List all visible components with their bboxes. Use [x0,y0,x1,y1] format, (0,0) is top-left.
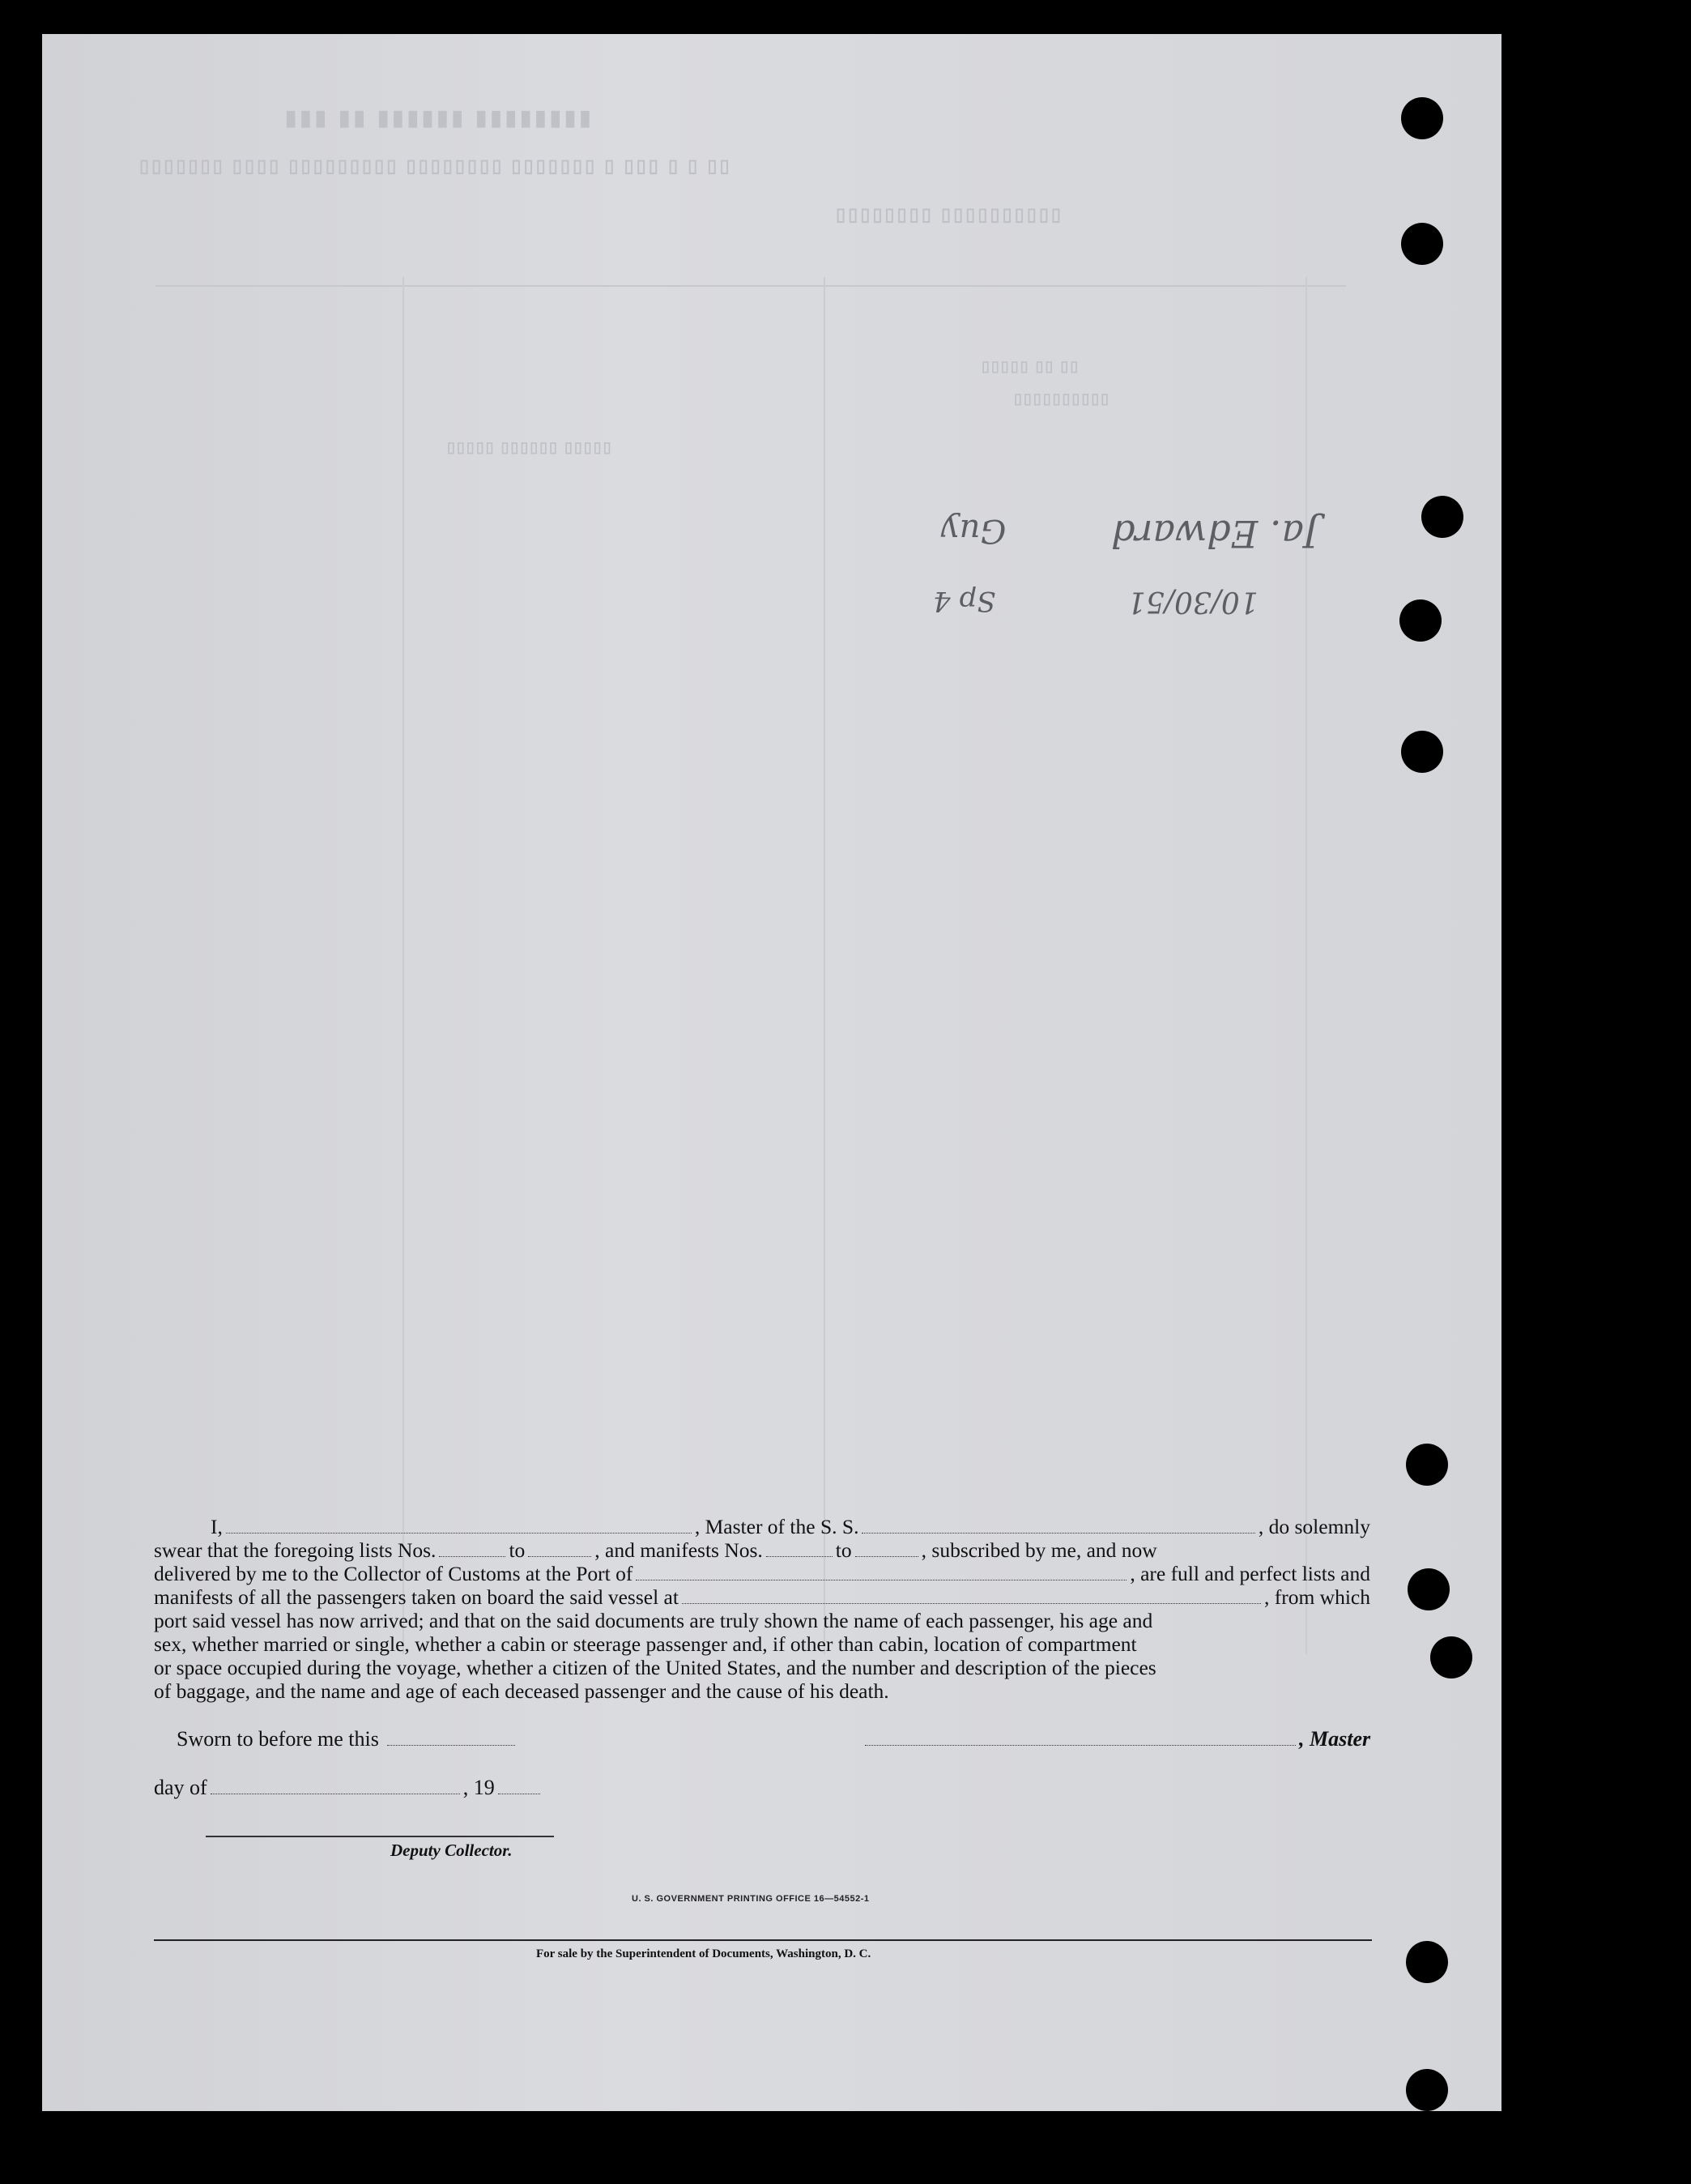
punch-hole-icon [1406,1941,1448,1983]
oath-text: to [835,1538,852,1562]
punch-hole-icon [1401,97,1443,139]
document-page [42,34,1501,2111]
footer-rule [154,1939,1372,1941]
oath-text: of baggage, and the name and age of each deceased passenger and the cause of his death. [154,1679,889,1703]
bleed-through-line: ▯▯▯▯▯▯▯ ▯▯▯▯ ▯▯▯▯▯▯▯▯▯ ▯▯▯▯▯▯▯▯ ▯▯▯▯▯▯▯ ▯ ▯▯▯ ▯ ▯ ▯▯ [139,156,732,176]
oath-text: , do solemnly [1258,1515,1370,1538]
oath-text: swear that the foregoing lists Nos. [154,1538,437,1562]
sworn-label: Sworn to before me this [177,1727,379,1751]
punch-hole-icon [1430,1636,1472,1679]
master-signature-blank[interactable] [865,1732,1296,1746]
port-blank[interactable] [636,1565,1127,1580]
handwritten-note: Sp 4 [933,585,996,617]
year-prefix: , 19 [462,1776,495,1799]
oath-text: manifests of all the passengers taken on board the said vessel at [154,1585,679,1609]
bleed-through-rule [155,285,1346,287]
oath-text: to [509,1538,526,1562]
punch-hole-icon [1401,223,1443,265]
day-of-line [154,1776,543,1800]
oath-text: , and manifests Nos. [594,1538,763,1562]
day-of-label: day of [154,1776,207,1799]
oath-text: , subscribed by me, and now [921,1538,1157,1562]
oath-text: port said vessel has now arrived; and that on the said documents are truly shown the name of each passenger, his age and [154,1609,1153,1632]
oath-text: , Master of the S. S. [694,1515,859,1538]
manifests-to-blank[interactable] [855,1542,918,1557]
bleed-through-heading: ▮▮▮ ▮▮ ▮▮▮▮▮▮ ▮▮▮▮▮▮▮▮ [285,105,594,130]
bleed-through-line: ▯▯▯▯▯ ▯▯▯▯▯▯ ▯▯▯▯▯ [447,439,613,455]
punch-hole-icon [1399,599,1442,642]
ship-name-blank[interactable] [862,1518,1254,1533]
sworn-line [177,1727,518,1751]
month-blank[interactable] [211,1781,460,1794]
oath-text: sex, whether married or single, whether a cabin or steerage passenger and, if other than cabin, location of compartment [154,1632,1137,1656]
oath-paragraph [154,1515,1370,1703]
bleed-through-rule [1306,277,1307,1654]
handwritten-signature: Ja. Edward [1111,512,1319,556]
oath-text: delivered by me to the Collector of Customs at the Port of [154,1562,633,1585]
bleed-through-line: ▯▯▯▯▯ ▯▯ ▯▯ [982,358,1080,374]
punch-hole-icon [1401,731,1443,773]
bleed-through-line: ▯▯▯▯▯▯▯▯ ▯▯▯▯▯▯▯▯▯▯ [836,204,1064,224]
punch-hole-icon [1406,2069,1448,2111]
sworn-day-blank[interactable] [387,1732,515,1746]
deputy-signature-blank[interactable] [206,1836,554,1837]
oath-text: , from which [1263,1585,1370,1609]
departure-port-blank[interactable] [682,1589,1261,1604]
master-name-blank[interactable] [226,1518,692,1533]
oath-text: or space occupied during the voyage, whether a citizen of the United States, and the number and description of the pieces [154,1656,1156,1679]
manifests-from-blank[interactable] [766,1542,833,1557]
bleed-through-line: ▯▯▯▯▯▯▯▯▯▯ [1014,390,1111,407]
master-label: , Master [1299,1727,1371,1751]
lists-from-blank[interactable] [439,1542,505,1557]
handwritten-date: 10/30/51 [1127,585,1259,618]
printing-office-imprint: U. S. GOVERNMENT PRINTING OFFICE 16—54552-1 [632,1894,870,1904]
lists-to-blank[interactable] [528,1542,591,1557]
oath-text: I, [211,1515,223,1538]
punch-hole-icon [1406,1444,1448,1486]
for-sale-imprint: For sale by the Superintendent of Documents, Washington, D. C. [536,1947,871,1960]
oath-text: , are full and perfect lists and [1130,1562,1370,1585]
handwritten-note: Guy [941,512,1007,549]
bleed-through-rule [824,277,825,1654]
deputy-collector-label: Deputy Collector. [390,1841,513,1860]
year-blank[interactable] [498,1781,540,1794]
punch-hole-icon [1421,496,1463,538]
master-signature-line [862,1727,1370,1751]
bleed-through-rule [403,277,404,1654]
punch-hole-icon [1408,1568,1450,1610]
